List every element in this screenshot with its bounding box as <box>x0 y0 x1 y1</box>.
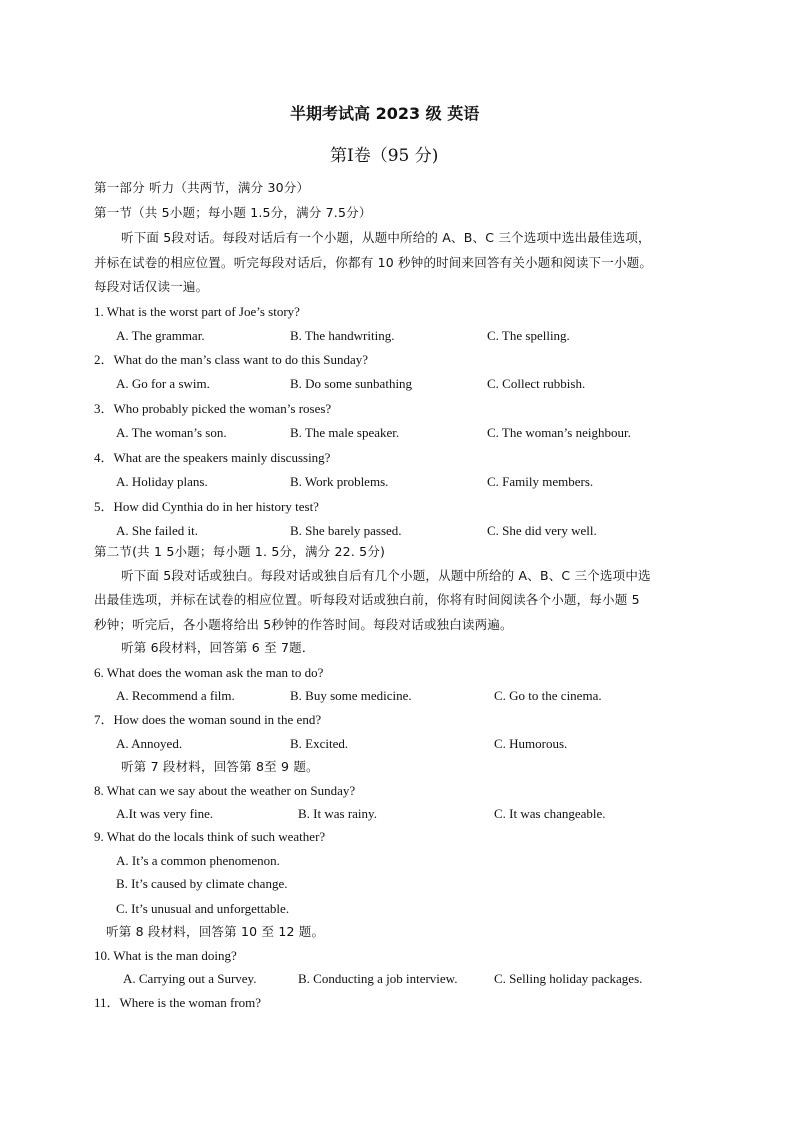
q5-option-b: B. She barely passed. <box>290 523 402 538</box>
q4-option-a: A. Holiday plans. <box>116 474 208 489</box>
section2-heading: 第二节(共 1 5小题；每小题 1. 5分，满分 22. 5分) <box>94 544 386 559</box>
section1-instruction-line: 听下面 5段对话。每段对话后有一个小题，从题中所给的 A、B、C 三个选项中选出最佳选项， <box>121 230 651 245</box>
question-9: 9. What do the locals think of such weather? <box>94 829 326 844</box>
material-6-instruction: 听第 6段材料，回答第 6 至 7题． <box>121 640 315 655</box>
q3-option-c: C. The woman’s neighbour. <box>487 425 631 440</box>
material-8-instruction: 听第 8 段材料，回答第 10 至 12 题。 <box>106 924 325 939</box>
q8-option-c: C. It was changeable. <box>494 806 606 821</box>
q5-option-c: C. She did very well. <box>487 523 597 538</box>
section2-instruction-line: 出最佳选项，并标在试卷的相应位置。听每段对话或独白前，你将有时间阅读各个小题，每小题 5 <box>94 592 640 607</box>
question-8: 8. What can we say about the weather on Sunday? <box>94 783 356 798</box>
exam-title: 半期考试高 2023 级 英语 <box>290 104 480 123</box>
part1-heading: 第一部分 听力（共两节，满分 30分） <box>94 180 310 195</box>
q10-option-b: B. Conducting a job interview. <box>298 971 458 986</box>
section2-instruction-line: 秒钟；听完后，各小题将给出 5秒钟的作答时间。每段对话或独白读两遍。 <box>94 617 513 632</box>
q9-option-b: B. It’s caused by climate change. <box>116 876 288 891</box>
q3-option-b: B. The male speaker. <box>290 425 400 440</box>
q7-option-a: A. Annoyed. <box>116 736 183 751</box>
q2-option-a: A. Go for a swim. <box>116 376 210 391</box>
q4-option-c: C. Family members. <box>487 474 594 489</box>
q10-option-a: A. Carrying out a Survey. <box>123 971 257 986</box>
section1-heading: 第一节（共 5小题；每小题 1.5分，满分 7.5分） <box>94 205 372 220</box>
q8-option-a: A.It was very fine. <box>116 806 214 821</box>
q6-option-c: C. Go to the cinema. <box>494 688 602 703</box>
section2-instruction-line: 听下面 5段对话或独白。每段对话或独自后有几个小题，从题中所给的 A、B、C 三个选项中选 <box>121 568 651 583</box>
q1-option-a: A. The grammar. <box>116 328 205 343</box>
question-2: 2．What do the man’s class want to do this Sunday? <box>94 352 369 367</box>
q2-option-c: C. Collect rubbish. <box>487 376 586 391</box>
question-6: 6. What does the woman ask the man to do? <box>94 665 324 680</box>
question-10: 10. What is the man doing? <box>94 948 237 963</box>
q7-option-b: B. Excited. <box>290 736 349 751</box>
q5-option-a: A. She failed it. <box>116 523 198 538</box>
question-5: 5．How did Cynthia do in her history test? <box>94 499 319 514</box>
exam-subtitle: 第Ⅰ卷（95 分) <box>330 146 439 166</box>
q2-option-b: B. Do some sunbathing <box>290 376 413 391</box>
q6-option-a: A. Recommend a film. <box>116 688 235 703</box>
section1-instruction-line: 每段对话仅读一遍。 <box>94 279 209 294</box>
q7-option-c: C. Humorous. <box>494 736 568 751</box>
question-1: 1. What is the worst part of Joe’s story? <box>94 304 300 319</box>
q9-option-a: A. It’s a common phenomenon. <box>116 853 280 868</box>
q8-option-b: B. It was rainy. <box>298 806 377 821</box>
question-4: 4．What are the speakers mainly discussing? <box>94 450 331 465</box>
q1-option-b: B. The handwriting. <box>290 328 395 343</box>
q9-option-c: C. It’s unusual and unforgettable. <box>116 901 290 916</box>
q10-option-c: C. Selling holiday packages. <box>494 971 643 986</box>
q4-option-b: B. Work problems. <box>290 474 389 489</box>
material-7-instruction: 听第 7 段材料，回答第 8至 9 题。 <box>121 759 319 774</box>
q6-option-b: B. Buy some medicine. <box>290 688 412 703</box>
question-11: 11．Where is the woman from? <box>94 995 262 1010</box>
section1-instruction-line: 并标在试卷的相应位置。听完每段对话后，你都有 10 秒钟的时间来回答有关小题和阅读下一小题。 <box>94 255 653 270</box>
question-3: 3．Who probably picked the woman’s roses? <box>94 401 332 416</box>
q1-option-c: C. The spelling. <box>487 328 570 343</box>
question-7: 7．How does the woman sound in the end? <box>94 712 322 727</box>
q3-option-a: A. The woman’s son. <box>116 425 227 440</box>
